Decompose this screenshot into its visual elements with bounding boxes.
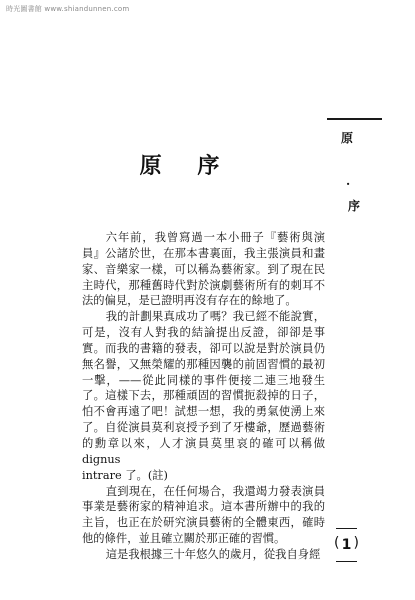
paragraph-2-continuation: intrare 了。(註) [82, 468, 168, 482]
running-head-char-2: 序 [348, 199, 361, 213]
page-number-paren-left: ( [334, 535, 340, 551]
page-number [336, 528, 357, 562]
body-text [82, 230, 325, 563]
paragraph-3: 直到現在，在任何場合，我還竭力發表演員事業是藝術家的精神追求。這本書所辦中的我的主旨，也正在於研究演員藝術的全體東西，確時他的條件，並且確立關於那正確的習慣。 [82, 484, 325, 546]
page-title: 原 序 [139, 154, 234, 179]
paragraph-4: 這是我根據三十年悠久的歲月，從我自身經 [105, 547, 321, 561]
paragraph-1: 六年前，我曾寫過一本小冊子『藝術與演員』公諸於世，在那本書裏面，我主張演員和畫家、音樂家一樣，可以稱為藝術家。到了現在民主時代，那種舊時代對於演劇藝術所有的刺耳不法的偏見，是已證明再沒有存在的餘地了。 [82, 231, 325, 308]
page-number-value: 1 [341, 537, 352, 553]
watermark-text: 時光圖書館 www.shiandunnen.com [6, 5, 130, 13]
page-number-paren-right: ) [353, 535, 359, 551]
running-head [327, 118, 382, 220]
running-head-rule [327, 118, 382, 120]
paragraph-2: 我的計劃果真成功了嗎？我已經不能說實，可是，沒有人對我的結論提出反證，卻卻是事實。而我的書籍的發表，卻可以說是對於演員仍無名譽，又無榮耀的那種因襲的前固習慣的最初一擊，——從此同樣的事件便接二連三地發生了。這樣下去，那種頑固的習慣扼殺掉的日子，怕不會再遠了吧！試想一想，我的勇氣使湧上來了。自從演員莫利哀授予到了牙樓爺，歷過藝術的勳章以來，人才演員莫里哀的確可以稱做 dignus [82, 310, 325, 466]
running-head-dot: · [346, 177, 351, 191]
running-head-char-1: 原 [341, 131, 354, 145]
